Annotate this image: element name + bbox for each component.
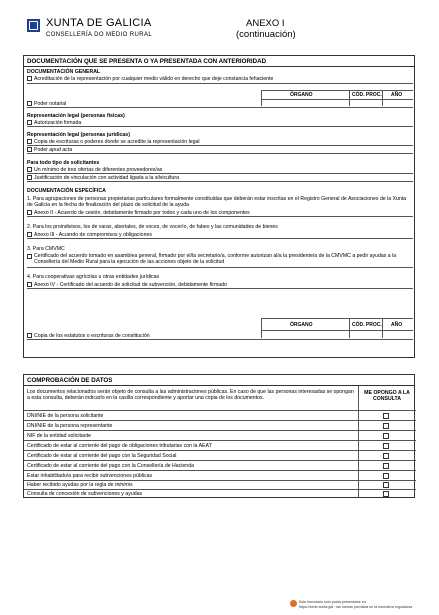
ofertas-label: Un mínimo de tres ofertas de diferentes proveedores/as: [34, 167, 163, 173]
cert-acuerdo-checkbox[interactable]: [27, 254, 32, 259]
poder-apud-label: Poder apud acta: [34, 147, 73, 153]
org-name: XUNTA DE GALICIA: [46, 17, 152, 29]
annex-title: ANEXO I: [246, 18, 285, 29]
col-opongo: ME OPONGO A LA CONSULTA: [364, 390, 410, 403]
annex-continuation: (continuación): [236, 29, 296, 40]
row-label: Certificado de estar al corriente del pago con la Consellería de Hacienda: [27, 463, 194, 469]
p2-text: 2. Para los proindivisos, los de varas, abertales, de voces, de vocerío, de fabeo y las comunidades de bienes: [27, 224, 278, 230]
anexo4-checkbox[interactable]: [27, 282, 32, 287]
intro-text: Los documentos relacionados serán objeto de consulta a las administraciones públicas. En caso de que las personas interesadas se opongan a esta consulta, deberán indicarlo en la casilla correspondiente y aportar una copia de los documentos.: [27, 389, 354, 402]
p4-text: 4. Para cooperativas agrícolas u otras entidades jurídicas: [27, 274, 160, 280]
rep-fisicas-heading: Representación legal (personas físicas): [27, 113, 125, 119]
row-label: Certificado de estar al corriente del pago de obligaciones tributarias con la AEAT: [27, 443, 212, 449]
comprobacion-section: [23, 374, 415, 498]
rep-juridicas-heading: Representación legal (personas jurídicas): [27, 132, 130, 138]
copia-escrituras-checkbox[interactable]: [27, 139, 32, 144]
anexo2-checkbox[interactable]: [27, 210, 32, 215]
opongo-checkbox[interactable]: [383, 433, 389, 439]
opongo-checkbox[interactable]: [383, 423, 389, 429]
copia-estatutos-checkbox[interactable]: [27, 333, 32, 338]
row-label: DNI/NIE de la persona solicitante: [27, 413, 104, 419]
col-ano-2: AÑO: [391, 322, 403, 328]
anexo4-label: Anexo IV - Certificado del acuerdo de solicitud de subvención, debidamente firmado: [34, 282, 227, 288]
col-cod-proc: CÓD. PROC.: [352, 92, 382, 98]
copia-estatutos-label: Copia de los estatutos o escrituras de constitución: [34, 333, 150, 339]
row-label: DNI/NIE de la persona representante: [27, 423, 113, 429]
todo-tipo-heading: Para todo tipo de solicitantes: [27, 160, 100, 166]
copia-escrituras-label: Copia de escrituras o poderes donde se acredite la representación legal: [34, 139, 200, 145]
col-organo-2: ÓRGANO: [290, 322, 313, 328]
justificacion-label: Justificación de vinculación con actividad ligada a la silvicultura: [34, 175, 180, 181]
row-label: NIF de la entidad solicitante: [27, 433, 92, 439]
autorizacion-label: Autorización firmada: [34, 120, 82, 126]
acred-label: Acreditación de la representación por cualquier medio válido en derecho que deje constancia fehaciente: [34, 76, 274, 82]
anexo2-label: Anexo II - Acuerdo de cesión, debidamente firmado por todos y cada uno de los componentes: [34, 210, 250, 216]
general-heading: DOCUMENTACIÓN GENERAL: [27, 69, 101, 75]
autorizacion-checkbox[interactable]: [27, 120, 32, 125]
opongo-checkbox[interactable]: [383, 463, 389, 469]
anexo3-label: Anexo III - Acuerdo de compromisos y obligaciones: [34, 232, 152, 238]
acred-checkbox[interactable]: [27, 76, 32, 81]
col-ano: AÑO: [391, 92, 403, 98]
documentation-section: [23, 55, 415, 358]
sede-electronica-icon: [290, 600, 297, 607]
col-organo: ÓRGANO: [290, 92, 313, 98]
row-label: Consulta de concesión de subvenciones y ayudas: [27, 491, 143, 497]
poder-apud-checkbox[interactable]: [27, 147, 32, 152]
ofertas-checkbox[interactable]: [27, 167, 32, 172]
opongo-checkbox[interactable]: [383, 453, 389, 459]
col-cod-proc-2: CÓD. PROC.: [352, 322, 382, 328]
opongo-checkbox[interactable]: [383, 443, 389, 449]
row-label: Estar inhabilitado/a para recibir subvenciones públicas: [27, 473, 153, 479]
opongo-checkbox[interactable]: [383, 482, 389, 488]
poder-notarial-label: Poder notarial: [34, 101, 67, 107]
section-title: DOCUMENTACIÓN QUE SE PRESENTA O YA PRESENTADA CON ANTERIORIDAD: [24, 56, 414, 67]
cert-acuerdo-label: Certificado del acuerdo tomado en asamblea general, firmado por el/la secretario/a, conforme autorizan al/a la presidente/a de la CMVMC a pedir ayudas a la Consellería del Medio Rural para la ejecución de las acciones objeto de la solicitud: [34, 253, 397, 266]
xunta-logo-icon: [27, 19, 40, 32]
anexo3-checkbox[interactable]: [27, 232, 32, 237]
opongo-checkbox[interactable]: [383, 473, 389, 479]
opongo-checkbox[interactable]: [383, 413, 389, 419]
section2-title: COMPROBACIÓN DE DATOS: [24, 375, 414, 386]
p1-text: 1. Para agrupaciones de personas propietarias particulares formalmente constituidas que deberán estar inscritas en el Registro General de Asociaciones de la Xunta de Galicia en la fecha de finalización del plazo de solicitud de la ayuda: [27, 196, 407, 209]
poder-notarial-checkbox[interactable]: [27, 101, 32, 106]
justificacion-checkbox[interactable]: [27, 175, 32, 180]
footer-line2: https://sede.xunta.gal · las formas previstas en la normativa reguladora: [299, 605, 413, 609]
opongo-checkbox[interactable]: [383, 491, 389, 497]
footer-line1: Este formulario sólo podrá presentarse en: [299, 600, 366, 604]
row-label: Certificado de estar al corriente del pago con la Seguridad Social: [27, 453, 177, 459]
dept-name: CONSELLERÍA DO MEDIO RURAL: [46, 32, 153, 38]
especifica-heading: DOCUMENTACIÓN ESPECÍFICA: [27, 188, 106, 194]
minimis-label: Haber recibido ayudas por la regla de minimis: [27, 482, 133, 488]
p3-text: 3. Para CMVMC: [27, 246, 65, 252]
